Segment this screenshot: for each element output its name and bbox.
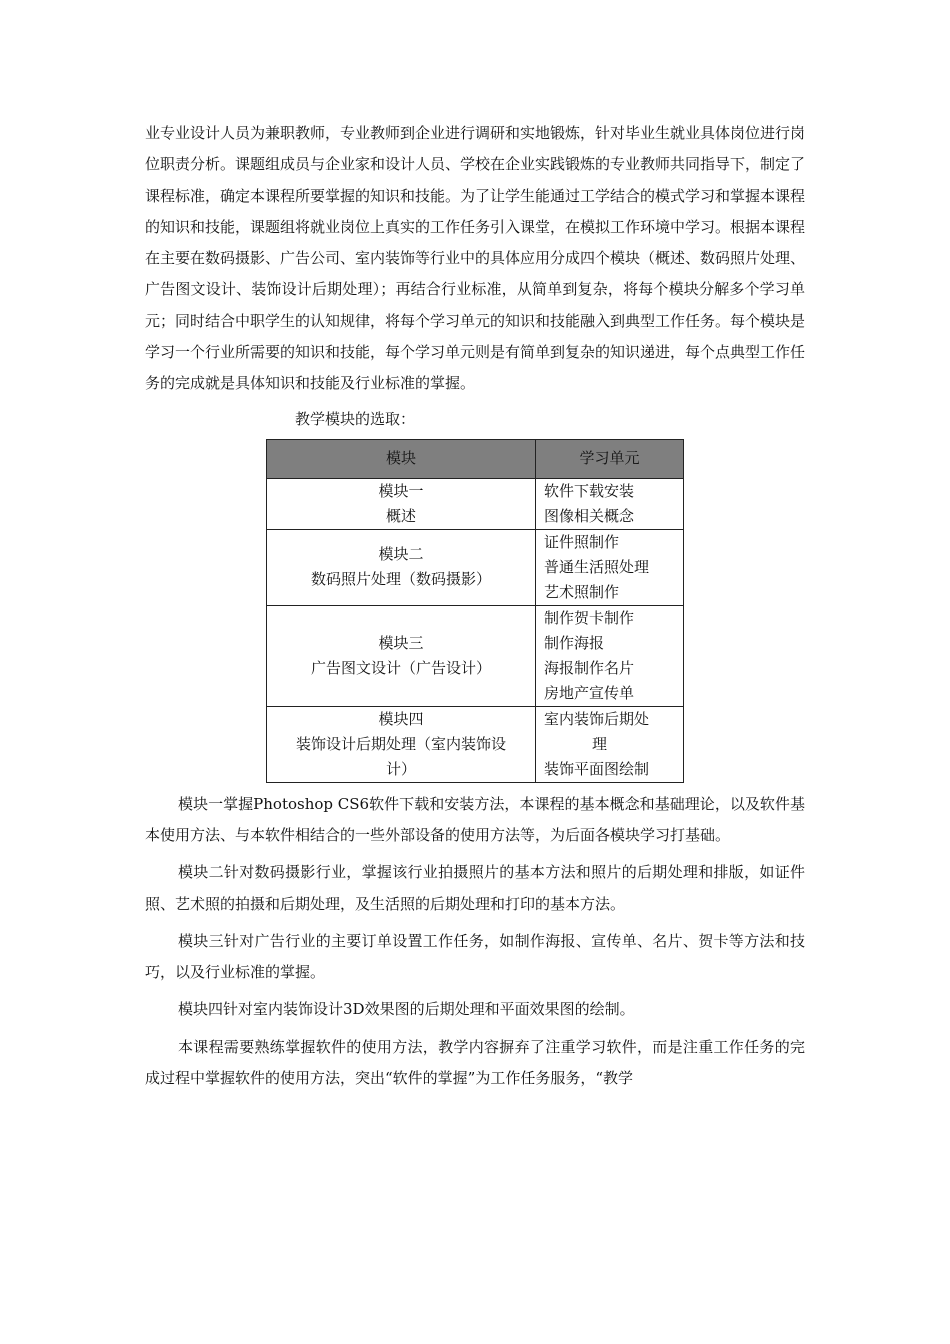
unit-item: 房地产宣传单 (544, 683, 635, 702)
table-caption: 教学模块的选取： (295, 409, 416, 428)
unit-item-cont: 理 (592, 734, 608, 753)
unit-item: 制作贺卡制作 (544, 608, 635, 627)
module-two-paragraph: 模块二针对数码摄影行业，掌握该行业拍摄照片的基本方法和照片的后期处理和排版，如证件照、艺术照的拍摄和后期处理，及生活照的后期处理和打印的基本方法。 (145, 863, 805, 913)
table-header-row (267, 439, 684, 478)
header-units: 学习单元 (536, 439, 684, 478)
module-title: 装饰设计后期处理（室内装饰设 (295, 734, 506, 753)
table-row (267, 478, 684, 529)
table-row (267, 605, 684, 706)
units-cell (536, 706, 684, 782)
header-module: 模块 (267, 439, 536, 478)
intro-paragraph: 业专业设计人员为兼职教师，专业教师到企业进行调研和实地锻炼，针对毕业生就业具体岗位进行岗位职责分析。课题组成员与企业家和设计人员、学校在企业实践锻炼的专业教师共同指导下，制定了课程标准，确定本课程所要掌握的知识和技能。为了让学生能通过工学结合的模式学习和掌握本课程的知识和技能，课题组将就业岗位上真实的工作任务引入课堂，在模拟工作环境中学习。根据本课程在主要在数码摄影、广告公司、室内装饰等行业中的具体应用分成四个模块（概述、数码照片处理、广告图文设计、装饰设计后期处理）；再结合行业标准，从简单到复杂，将每个模块分解多个学习单元；同时结合中职学生的认知规律，将每个学习单元的知识和技能融入到典型工作任务。每个模块是学习一个行业所需要的知识和技能，每个学习单元则是有简单到复杂的知识递进，每个点典型工作任务的完成就是具体知识和技能及行业标准的掌握。 (145, 124, 806, 393)
unit-item: 普通生活照处理 (544, 557, 650, 576)
module-number: 模块一 (378, 481, 424, 500)
unit-item: 装饰平面图绘制 (544, 759, 650, 778)
module-title: 数码照片处理（数码摄影） (310, 570, 491, 589)
closing-paragraph: 本课程需要熟练掌握软件的使用方法，教学内容摒弃了注重学习软件，而是注重工作任务的完成过程中掌握软件的使用方法，突出“软件的掌握”为工作任务服务，“教学 (145, 1037, 805, 1088)
module-title: 广告图文设计（广告设计） (310, 658, 491, 677)
units-cell (536, 605, 684, 706)
module-number: 模块二 (378, 545, 424, 564)
module-table (266, 439, 684, 783)
unit-item: 制作海报 (544, 633, 605, 652)
module-number: 模块四 (378, 709, 424, 728)
unit-item: 艺术照制作 (544, 582, 620, 601)
module-title: 概述 (385, 506, 416, 525)
table-row (267, 706, 684, 782)
table-row (267, 529, 684, 605)
module-one-paragraph: 模块一掌握Photoshop CS6软件下载和安装方法，本课程的基本概念和基础理论，以及软件基本使用方法、与本软件相结合的一些外部设备的使用方法等，为后面各模块学习打基础。 (145, 794, 805, 844)
module-title-cont: 计） (385, 759, 416, 778)
unit-item: 证件照制作 (544, 532, 620, 551)
unit-item: 图像相关概念 (544, 506, 635, 525)
module-cell (267, 478, 536, 529)
module-cell (267, 605, 536, 706)
units-cell (536, 478, 684, 529)
module-three-paragraph: 模块三针对广告行业的主要订单设置工作任务，如制作海报、宣传单、名片、贺卡等方法和技巧，以及行业标准的掌握。 (145, 931, 805, 982)
units-cell (536, 529, 684, 605)
unit-item: 海报制作名片 (544, 658, 635, 677)
module-number: 模块三 (378, 633, 424, 652)
module-cell (267, 706, 536, 782)
module-four-paragraph: 模块四针对室内装饰设计3D效果图的后期处理和平面效果图的绘制。 (178, 1000, 635, 1019)
module-cell (267, 529, 536, 605)
unit-item: 室内装饰后期处 (544, 709, 650, 728)
unit-item: 软件下载安装 (544, 481, 635, 500)
document-page (145, 118, 805, 1094)
